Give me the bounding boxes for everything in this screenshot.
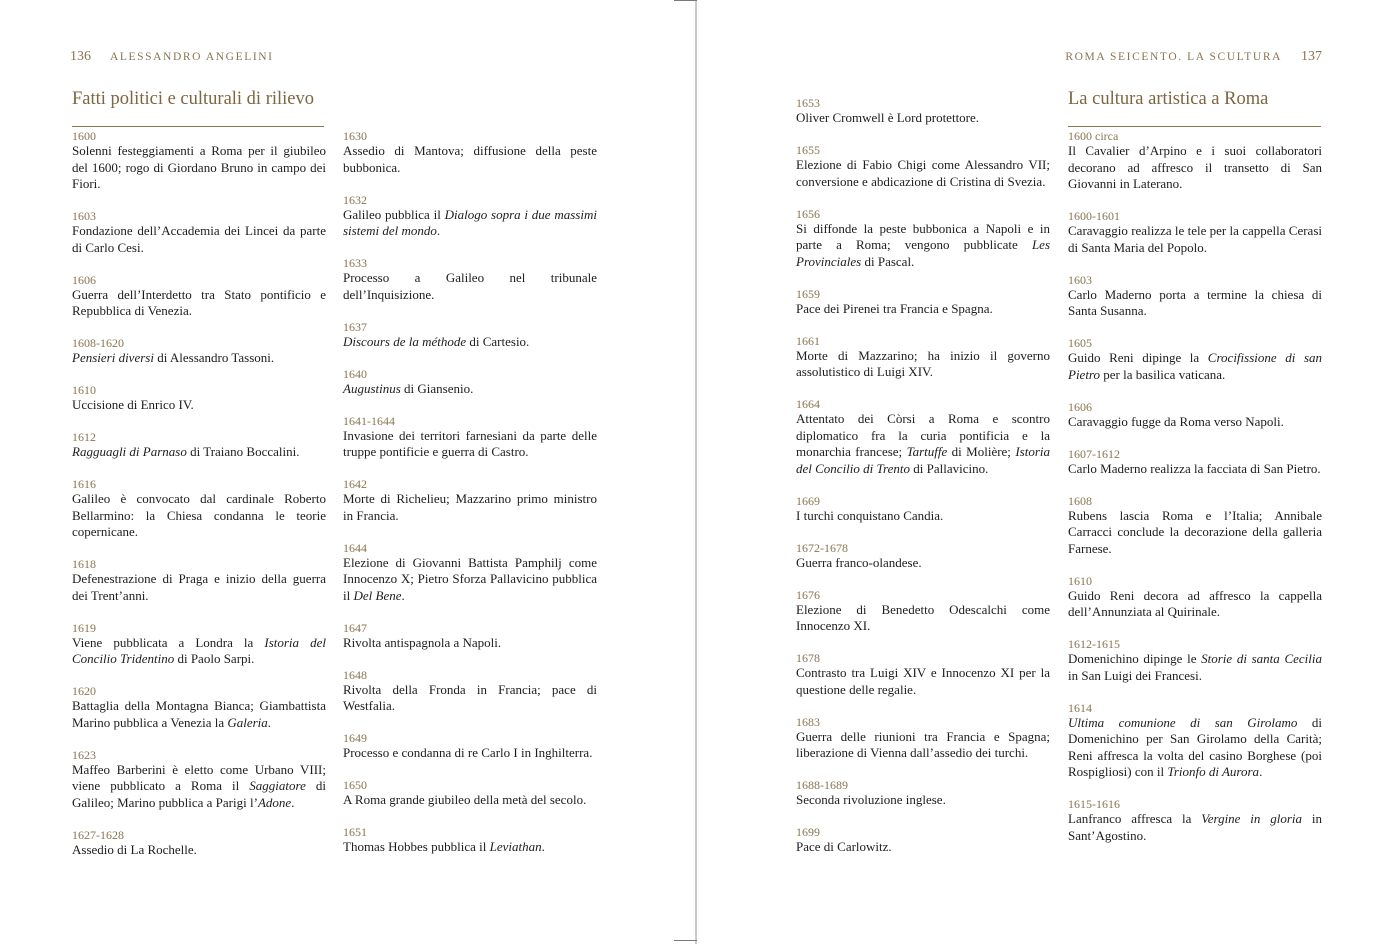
section-title: Fatti politici e culturali di rilievo xyxy=(72,89,314,109)
entry-text xyxy=(796,157,1050,190)
entry-text xyxy=(72,143,326,193)
page-number: 136 xyxy=(70,49,91,64)
entry-text-part: Rivolta della Fronda in Francia; pace di Westfalia. xyxy=(343,681,597,713)
timeline-entry xyxy=(343,193,597,240)
entry-text xyxy=(72,287,326,320)
entry-year: 1648 xyxy=(343,667,367,682)
entry-year: 1600 circa xyxy=(1068,129,1119,143)
entry-year: 1669 xyxy=(796,493,820,508)
entry-work-title: Trionfo di Aurora xyxy=(1167,764,1260,779)
entry-text xyxy=(796,839,1050,856)
running-head: ALESSANDRO ANGELINI xyxy=(110,51,274,63)
entry-text-part: Thomas Hobbes pubblica il xyxy=(343,839,490,854)
entry-text xyxy=(72,397,326,414)
timeline-entry xyxy=(343,367,597,398)
entry-text-part: I turchi conquistano Candia. xyxy=(796,507,944,523)
entry-text-part: Elezione di Benedetto Odescalchi come Innocenzo XI. xyxy=(796,601,1050,633)
entry-text xyxy=(72,223,326,256)
entry-year: 1620 xyxy=(72,684,96,698)
entry-year: 1649 xyxy=(343,731,367,745)
entry-work-title: Ultima comunione di san Girolamo xyxy=(1068,714,1298,730)
timeline-entry xyxy=(72,209,326,256)
timeline-entry xyxy=(1068,336,1322,383)
entry-text-part: in Sant’Agostino. xyxy=(1068,811,1322,843)
entry-text xyxy=(796,110,1050,127)
timeline-entry xyxy=(796,715,1050,762)
entry-text-part: Fondazione dell’Accademia dei Lincei da parte di Carlo Cesi. xyxy=(72,223,326,255)
timeline-entry xyxy=(796,287,1050,318)
entry-text xyxy=(72,444,326,461)
entry-work-title: Adone xyxy=(257,794,292,810)
entry-text xyxy=(343,334,597,351)
timeline-entry xyxy=(1068,447,1322,478)
entry-text xyxy=(343,745,597,762)
entry-year: 1678 xyxy=(796,651,820,665)
timeline-entry xyxy=(796,494,1050,525)
entry-year: 1661 xyxy=(796,333,820,348)
entry-text-part: Guido Reni dipinge la xyxy=(1068,350,1208,365)
entry-text xyxy=(343,428,597,461)
timeline-entry xyxy=(72,273,326,320)
entry-text-part: Assedio di La Rochelle. xyxy=(72,841,197,857)
entry-year: 1650 xyxy=(343,778,367,792)
entry-text-part: di Molière; xyxy=(947,444,1016,459)
entry-text xyxy=(343,635,597,652)
entry-year: 1616 xyxy=(72,477,96,491)
entry-year: 1655 xyxy=(796,143,820,157)
entry-year: 1640 xyxy=(343,366,367,381)
page-number: 137 xyxy=(1301,49,1322,64)
entry-year: 1603 xyxy=(72,209,96,223)
entry-text xyxy=(796,221,1050,271)
entry-text-part: Il Cavalier d’Arpino e i suoi collaboratori decorano ad affresco il transetto di San Giovanni in Laterano. xyxy=(1068,143,1322,191)
entry-text xyxy=(72,491,326,541)
timeline-entry xyxy=(343,477,597,524)
timeline-entry xyxy=(796,825,1050,856)
timeline-entry xyxy=(1068,494,1322,558)
entry-text xyxy=(1068,508,1322,558)
entry-text xyxy=(72,698,326,731)
entry-text-part: Guerra dell’Interdetto tra Stato pontificio e Repubblica di Venezia. xyxy=(72,286,326,318)
entry-year: 1637 xyxy=(343,319,367,334)
entry-year: 1653 xyxy=(796,96,820,110)
entry-text-part: Assedio di Mantova; diffusione della peste bubbonica. xyxy=(343,143,597,175)
entry-text-part: di Traiano Boccalini. xyxy=(186,444,300,459)
timeline-entry xyxy=(72,621,326,668)
timeline-entry xyxy=(796,207,1050,271)
entry-text-part: di Pallavicino. xyxy=(910,460,989,476)
entry-work-title: Vergine in gloria xyxy=(1201,811,1303,826)
entry-work-title: Dialogo sopra i due massimi sistemi del mondo xyxy=(343,206,597,238)
entry-text xyxy=(72,635,326,668)
entry-work-title: Les Provinciales xyxy=(796,237,1050,269)
entry-text xyxy=(796,301,1050,318)
entry-text xyxy=(343,792,597,809)
entry-year: 1600-1601 xyxy=(1068,209,1120,223)
timeline-entry xyxy=(343,731,597,762)
entry-text-part: Caravaggio realizza le tele per la cappella Cerasi di Santa Maria del Popolo. xyxy=(1068,223,1322,255)
entry-text-part: Lanfranco affresca la xyxy=(1068,811,1202,826)
entry-year: 1672-1678 xyxy=(796,540,848,555)
timeline-entry xyxy=(343,778,597,809)
entry-text-part: di Galileo; Marino pubblica a Parigi l’ xyxy=(72,778,326,810)
entry-text-part: in San Luigi dei Francesi. xyxy=(1068,667,1202,683)
timeline-entry xyxy=(796,334,1050,381)
entry-year: 1627-1628 xyxy=(72,827,124,842)
entry-work-title: Ragguagli di Parnaso xyxy=(72,444,187,459)
entry-text-part: di Domenichino per San Girolamo della Carità; Reni affresca la volta del casino Borghese (poi Rospigliosi) con il xyxy=(1068,714,1322,779)
entry-text-part: A Roma grande giubileo della metà del secolo. xyxy=(343,792,587,807)
entry-text xyxy=(796,411,1050,477)
timeline-entry xyxy=(343,541,597,605)
entry-year: 1633 xyxy=(343,256,367,270)
entry-year: 1605 xyxy=(1068,336,1092,350)
entry-text-part: . xyxy=(436,223,441,238)
timeline-entry xyxy=(72,477,326,541)
entry-year: 1612-1615 xyxy=(1068,637,1120,651)
timeline-entry xyxy=(343,825,597,856)
entry-text-part: Caravaggio fugge da Roma verso Napoli. xyxy=(1068,413,1284,429)
entry-text-part: Uccisione di Enrico IV. xyxy=(72,397,194,412)
timeline-entry xyxy=(72,557,326,604)
timeline-entry xyxy=(796,778,1050,809)
entry-text xyxy=(343,682,597,715)
entry-work-title: Istoria del Concilio di Trento xyxy=(796,444,1050,476)
timeline-entry xyxy=(1068,273,1322,320)
entry-text xyxy=(343,381,597,398)
timeline-entry xyxy=(72,430,326,461)
entry-text-part: Pace di Carlowitz. xyxy=(796,839,892,854)
timeline-entry xyxy=(72,684,326,731)
entry-text-part: per la basilica vaticana. xyxy=(1100,366,1226,382)
timeline-entry xyxy=(1068,574,1322,621)
timeline-entry xyxy=(343,668,597,715)
entry-year: 1612 xyxy=(72,430,96,444)
entry-year: 1615-1616 xyxy=(1068,797,1120,811)
entry-work-title: Istoria del Concilio Tridentino xyxy=(72,634,326,666)
entry-year: 1651 xyxy=(343,825,367,839)
timeline-entry xyxy=(796,397,1050,477)
entry-text xyxy=(72,762,326,812)
section-title: La cultura artistica a Roma xyxy=(1068,89,1269,109)
entry-work-title: Augustinus xyxy=(343,380,401,396)
entry-text xyxy=(796,792,1050,809)
entry-text-part: Guerra delle riunioni tra Francia e Spagna; liberazione di Vienna dall’assedio dei turchi. xyxy=(796,728,1050,760)
entry-text xyxy=(796,348,1050,381)
entry-text-part: Processo e condanna di re Carlo I in Inghilterra. xyxy=(343,745,593,760)
entry-text-part: Oliver Cromwell è Lord protettore. xyxy=(796,110,980,125)
entry-text xyxy=(796,508,1050,525)
entry-text-part: di Pascal. xyxy=(861,253,915,269)
entry-year: 1623 xyxy=(72,747,96,762)
timeline-entry xyxy=(72,383,326,414)
entry-text-part: Domenichino dipinge le xyxy=(1068,651,1202,666)
entry-year: 1608 xyxy=(1068,493,1092,508)
entry-year: 1644 xyxy=(343,540,367,555)
entry-year: 1683 xyxy=(796,714,820,729)
entry-text xyxy=(1068,414,1322,431)
entry-text xyxy=(1068,715,1322,781)
entry-year: 1699 xyxy=(796,825,820,839)
entry-text-part: Elezione di Giovanni Battista Pamphilj come Innocenzo X; Pietro Sforza Pallavicino pubblica il xyxy=(343,554,597,603)
entry-text-part: Rubens lascia Roma e l’Italia; Annibale Carracci conclude la decorazione della galleria Farnese. xyxy=(1068,507,1322,556)
timeline-entry xyxy=(796,588,1050,635)
timeline-entry xyxy=(343,256,597,303)
entry-text xyxy=(796,602,1050,635)
entry-text xyxy=(343,491,597,524)
entry-year: 1632 xyxy=(343,192,367,207)
entry-text xyxy=(72,571,326,604)
timeline-entry xyxy=(1068,797,1322,844)
entry-text-part: Si diffonde la peste bubbonica a Napoli e in parte a Roma; vengono pubblicate xyxy=(796,220,1050,252)
section-rule xyxy=(1068,126,1321,127)
chronology-column xyxy=(343,129,597,872)
entry-text-part: . xyxy=(1259,764,1263,779)
entry-work-title: Galeria xyxy=(227,714,268,730)
entry-text-part: di Paolo Sarpi. xyxy=(174,651,255,666)
entry-work-title: Storie di santa Cecilia xyxy=(1201,651,1322,666)
entry-year: 1664 xyxy=(796,397,820,411)
entry-text-part: Seconda rivoluzione inglese. xyxy=(796,792,946,807)
entry-text-part: Viene pubblicata a Londra la xyxy=(72,634,265,650)
entry-work-title: Discours de la méthode xyxy=(343,333,467,349)
timeline-entry xyxy=(1068,701,1322,781)
entry-text-part: Elezione di Fabio Chigi come Alessandro VII; conversione e abdicazione di Cristina di Svezia. xyxy=(796,157,1050,189)
entry-year: 1659 xyxy=(796,286,820,301)
entry-text-part: Maffeo Barberini è eletto come Urbano VIII; viene pubblicato a Roma il xyxy=(72,761,326,793)
entry-text-part: di Giansenio. xyxy=(400,380,474,396)
timeline-entry xyxy=(72,336,326,367)
entry-text-part: Guido Reni decora ad affresco la cappella dell’Annunziata al Quirinale. xyxy=(1068,587,1322,619)
running-head: ROMA SEICENTO. LA SCULTURA xyxy=(1065,51,1282,63)
entry-text-part: di Alessandro Tassoni. xyxy=(153,350,275,365)
entry-text xyxy=(796,729,1050,762)
entry-year: 1641-1644 xyxy=(343,413,395,428)
entry-text-part: Solenni festeggiamenti a Roma per il giubileo del 1600; rogo di Giordano Bruno in campo dei Fiori. xyxy=(72,143,326,191)
chronology-column xyxy=(72,129,326,875)
timeline-entry xyxy=(796,541,1050,572)
entry-year: 1607-1612 xyxy=(1068,446,1120,461)
timeline-entry xyxy=(343,320,597,351)
entry-text-part: Attentato dei Còrsi a Roma e scontro diplomatico fra la curia pontificia e la monarchia francese; xyxy=(796,411,1050,459)
timeline-entry xyxy=(1068,129,1322,193)
entry-work-title: Tartuffe xyxy=(906,444,948,459)
timeline-entry xyxy=(796,96,1050,127)
entry-text-part: Carlo Maderno porta a termine la chiesa di Santa Susanna. xyxy=(1068,286,1322,318)
entry-text xyxy=(1068,350,1322,383)
entry-text-part: di Cartesio. xyxy=(466,333,530,349)
entry-year: 1603 xyxy=(1068,272,1092,287)
entry-text xyxy=(1068,223,1322,256)
entry-year: 1630 xyxy=(343,129,367,143)
timeline-entry xyxy=(1068,209,1322,256)
entry-text xyxy=(1068,588,1322,621)
timeline-entry xyxy=(72,828,326,859)
entry-text xyxy=(72,842,326,859)
entry-text-part: Processo a Galileo nel tribunale dell’Inquisizione. xyxy=(343,270,597,302)
entry-year: 1606 xyxy=(72,272,96,287)
chronology-column xyxy=(1068,129,1322,861)
entry-text xyxy=(343,143,597,176)
entry-text xyxy=(343,839,597,856)
timeline-entry xyxy=(72,748,326,812)
entry-text-part: Morte di Richelieu; Mazzarino primo ministro in Francia. xyxy=(343,491,597,523)
entry-work-title: Leviathan xyxy=(489,839,542,854)
timeline-entry xyxy=(343,414,597,461)
timeline-entry xyxy=(343,129,597,176)
entry-year: 1688-1689 xyxy=(796,778,848,792)
entry-year: 1619 xyxy=(72,620,96,635)
entry-work-title: Saggiatore xyxy=(249,778,306,793)
entry-text-part: . xyxy=(291,794,295,810)
entry-year: 1610 xyxy=(72,383,96,397)
timeline-entry xyxy=(72,129,326,193)
entry-year: 1614 xyxy=(1068,700,1092,715)
entry-text xyxy=(796,555,1050,572)
timeline-entry xyxy=(343,621,597,652)
entry-text-part: Pace dei Pirenei tra Francia e Spagna. xyxy=(796,300,993,316)
right-page xyxy=(697,0,1394,944)
entry-text-part: Defenestrazione di Praga e inizio della guerra dei Trent’anni. xyxy=(72,571,326,603)
entry-text xyxy=(343,555,597,605)
entry-text xyxy=(343,270,597,303)
entry-text-part: . xyxy=(267,714,272,730)
entry-year: 1606 xyxy=(1068,399,1092,414)
entry-year: 1676 xyxy=(796,587,820,602)
entry-year: 1618 xyxy=(72,557,96,571)
entry-text-part: Carlo Maderno realizza la facciata di San Pietro. xyxy=(1068,460,1321,476)
timeline-entry xyxy=(796,143,1050,190)
entry-year: 1610 xyxy=(1068,573,1092,588)
entry-text-part: Galileo pubblica il xyxy=(343,206,445,222)
left-page xyxy=(0,0,695,944)
entry-text-part: Morte di Mazzarino; ha inizio il governo assolutistico di Luigi XIV. xyxy=(796,347,1050,379)
entry-text xyxy=(1068,461,1322,478)
entry-text xyxy=(72,350,326,367)
entry-text-part: . xyxy=(541,839,545,854)
entry-text-part: Rivolta antispagnola a Napoli. xyxy=(343,634,502,650)
entry-text xyxy=(1068,287,1322,320)
entry-text-part: Contrasto tra Luigi XIV e Innocenzo XI per la questione delle regalie. xyxy=(796,665,1050,697)
entry-text xyxy=(1068,651,1322,684)
entry-year: 1608-1620 xyxy=(72,336,124,350)
entry-year: 1600 xyxy=(72,129,96,143)
timeline-entry xyxy=(1068,637,1322,684)
entry-work-title: Del Bene xyxy=(353,587,402,603)
entry-text-part: Galileo è convocato dal cardinale Roberto Bellarmino: la Chiesa condanna le teorie copernicane. xyxy=(72,491,326,539)
entry-text xyxy=(796,665,1050,698)
entry-text-part: Guerra franco-olandese. xyxy=(796,554,922,570)
entry-year: 1656 xyxy=(796,206,820,221)
chronology-column xyxy=(796,96,1050,872)
entry-text-part: Invasione dei territori farnesiani da parte delle truppe pontificie e guerra di Castro. xyxy=(343,427,597,459)
entry-text-part: Battaglia della Montagna Bianca; Giambattista Marino pubblica a Venezia la xyxy=(72,698,326,730)
timeline-entry xyxy=(1068,400,1322,431)
entry-year: 1647 xyxy=(343,620,367,635)
section-rule xyxy=(72,126,324,127)
entry-text xyxy=(1068,811,1322,844)
timeline-entry xyxy=(796,651,1050,698)
entry-work-title: Pensieri diversi xyxy=(72,350,154,365)
entry-year: 1642 xyxy=(343,477,367,491)
entry-text-part: . xyxy=(401,587,405,603)
entry-work-title: Crocifissione di san Pietro xyxy=(1068,350,1322,382)
entry-text xyxy=(343,207,597,240)
entry-text xyxy=(1068,143,1322,193)
